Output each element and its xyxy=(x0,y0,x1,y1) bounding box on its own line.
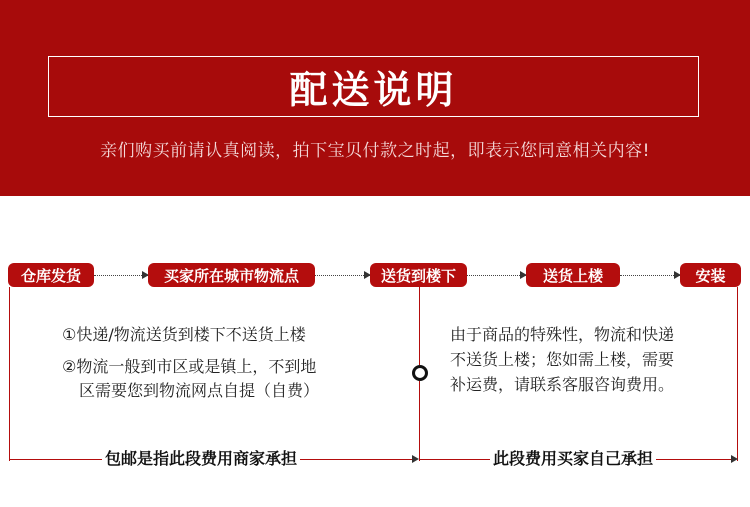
right-panel-line-3: 补运费，请联系客服咨询费用。 xyxy=(450,375,675,394)
step-deliver-upstairs: 送货上楼 xyxy=(526,263,620,287)
left-panel-line-2: ②物流一般到市区或是镇上，不到地 xyxy=(62,357,317,376)
right-boundary-line xyxy=(737,287,738,461)
arrow-right-icon xyxy=(731,455,738,463)
connector-3 xyxy=(467,275,526,276)
left-panel-line-1: ①快递/物流送货到楼下不送货上楼 xyxy=(62,325,306,344)
middle-boundary-line xyxy=(419,287,420,365)
right-panel-line-1: 由于商品的特殊性，物流和快递 xyxy=(450,325,675,344)
left-panel-footer: 包邮是指此段费用商家承担 xyxy=(102,447,300,471)
header-banner xyxy=(0,0,750,196)
transfer-node-icon xyxy=(412,365,428,381)
step-buyer-city-logistics: 买家所在城市物流点 xyxy=(148,263,315,287)
step-warehouse-ship: 仓库发货 xyxy=(8,263,94,287)
step-deliver-downstairs: 送货到楼下 xyxy=(370,263,467,287)
title-frame xyxy=(48,56,699,117)
connector-4 xyxy=(620,275,680,276)
step-install: 安装 xyxy=(680,263,741,287)
right-panel-footer: 此段费用买家自己承担 xyxy=(490,447,656,471)
page-subtitle: 亲们购买前请认真阅读，拍下宝贝付款之时起，即表示您同意相关内容! xyxy=(100,141,650,161)
middle-boundary-line-lower xyxy=(419,381,420,461)
left-boundary-line xyxy=(9,287,10,461)
right-panel-line-2: 不送货上楼；您如需上楼，需要 xyxy=(450,350,675,369)
left-panel-line-3: 区需要您到物流网点自提（自费） xyxy=(79,381,320,400)
connector-1 xyxy=(94,275,148,276)
connector-2 xyxy=(315,275,370,276)
page-title: 配送说明 xyxy=(289,68,458,112)
arrow-right-icon xyxy=(412,455,419,463)
